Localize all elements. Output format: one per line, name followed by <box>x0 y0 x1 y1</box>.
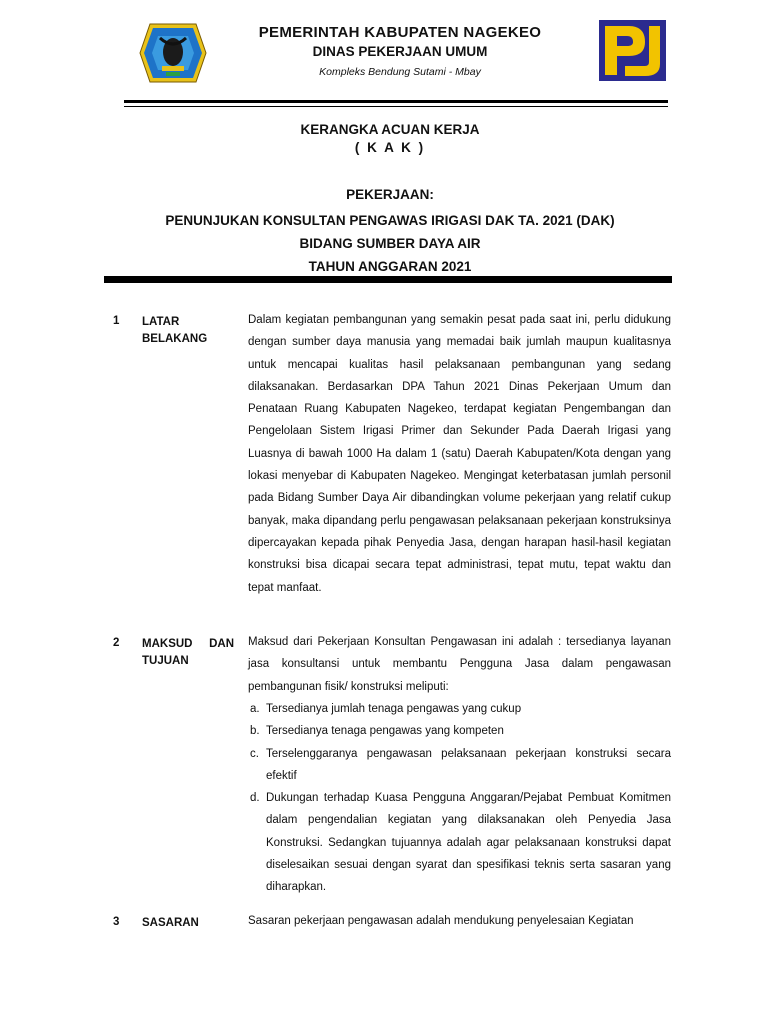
section-label-word: DAN <box>209 638 234 650</box>
list-item-text: Dukungan terhadap Kuasa Pengguna Anggaran/Pejabat Pembuat Komitmen dalam pengendalian kegiatan yang dilaksanakan oleh Penyedia Jasa Konstruksi. Sedangkan tujuannya adalah agar pelaksanaan konstruksi dapat diselesaikan sesuai dengan syarat dan spesifikasi teknis serta sasaran yang diharapkan. <box>266 792 671 894</box>
work-title: PENUNJUKAN KONSULTAN PENGAWAS IRIGASI DAK TA. 2021 (DAK) <box>165 213 615 228</box>
header-divider-thin <box>124 106 668 107</box>
section-label-line: LATAR <box>142 316 180 328</box>
section-label-line: SASARAN <box>142 917 199 929</box>
list-item <box>248 743 671 788</box>
list-item <box>248 698 671 720</box>
work-division: BIDANG SUMBER DAYA AIR <box>299 236 481 251</box>
list-item <box>248 787 671 898</box>
section-body-text: Dalam kegiatan pembangunan yang semakin pesat pada saat ini, perlu didukung dengan sumber daya manusia yang memadai baik jumlah maupun kualitasnya untuk mencapai kualitas hasil pelaksanaan pembangunan yang sedang dilaksanakan. Berdasarkan DPA Tahun 2021 Dinas Pekerjaan Umum dan Penataan Ruang Kabupaten Nagekeo, terdapat kegiatan Pengembangan dan Pengelolaan Sistem Irigasi Primer dan Sekunder Pada Daerah Irigasi yang Luasnya di bawah 1000 Ha dalam 1 (satu) Daerah Kabupaten/Kota dengan yang lokasi menyebar di Kabupaten Nagekeo. Mengingat keterbatasan jumlah personil pada Bidang Sumber Daya Air dibandingkan volume pekerjaan yang relatif cukup banyak, maka dipandang perlu pengawasan pelaksanaan pekerjaan konstruksinya dipercayakan kepada pihak Penyedia Jasa, dengan harapan hasil-hasil kegiatan konstruksi bisa dicapai secara tepat administrasi, tepat mutu, tepat waktu dan tepat manfaat. <box>248 314 671 594</box>
section-label <box>142 915 234 932</box>
section-label <box>142 636 234 670</box>
list-item-text: Terselenggaranya pengawasan pelaksanaan pekerjaan konstruksi secara efektif <box>266 747 671 782</box>
document-title: KERANGKA ACUAN KERJA <box>300 122 480 137</box>
list-marker: d. <box>250 792 260 805</box>
section-number: 1 <box>113 315 120 327</box>
work-heading: PEKERJAAN: <box>346 187 434 202</box>
pu-logo-icon <box>599 20 666 81</box>
list-item-text: Tersedianya tenaga pengawas yang kompeten <box>266 725 504 738</box>
list-marker: b. <box>250 725 260 738</box>
section-label-line: TUJUAN <box>142 655 189 667</box>
list-marker: a. <box>250 703 260 715</box>
section-label <box>142 314 234 348</box>
section-body-text: Sasaran pekerjaan pengawasan adalah mendukung penyelesaian Kegiatan <box>248 915 634 927</box>
header-address: Kompleks Bendung Sutami - Mbay <box>319 66 481 78</box>
document-abbreviation: ( K A K ) <box>354 140 426 155</box>
list-item-text: Tersedianya jumlah tenaga pengawas yang cukup <box>266 703 522 715</box>
list-item <box>248 720 671 742</box>
list-marker: c. <box>250 747 259 760</box>
section-label-word: MAKSUD <box>142 638 193 650</box>
work-fiscal-year: TAHUN ANGGARAN 2021 <box>308 259 472 274</box>
section-label-line: BELAKANG <box>142 333 208 345</box>
header-department-title: DINAS PEKERJAAN UMUM <box>312 44 488 59</box>
section-body-text: Maksud dari Pekerjaan Konsultan Pengawasan ini adalah : tersedianya layanan jasa konsultansi untuk membantu Pengguna Jasa dalam pengawasan pembangunan fisik/ konstruksi meliputi: <box>248 636 671 693</box>
purpose-list <box>248 698 671 899</box>
title-divider-bar <box>104 276 672 283</box>
header-government-title: PEMERINTAH KABUPATEN NAGEKEO <box>258 24 542 41</box>
section-number: 2 <box>113 637 120 649</box>
nagekeo-regency-crest-icon <box>138 22 208 84</box>
header-divider-thick <box>124 100 668 103</box>
section-number: 3 <box>113 916 120 928</box>
